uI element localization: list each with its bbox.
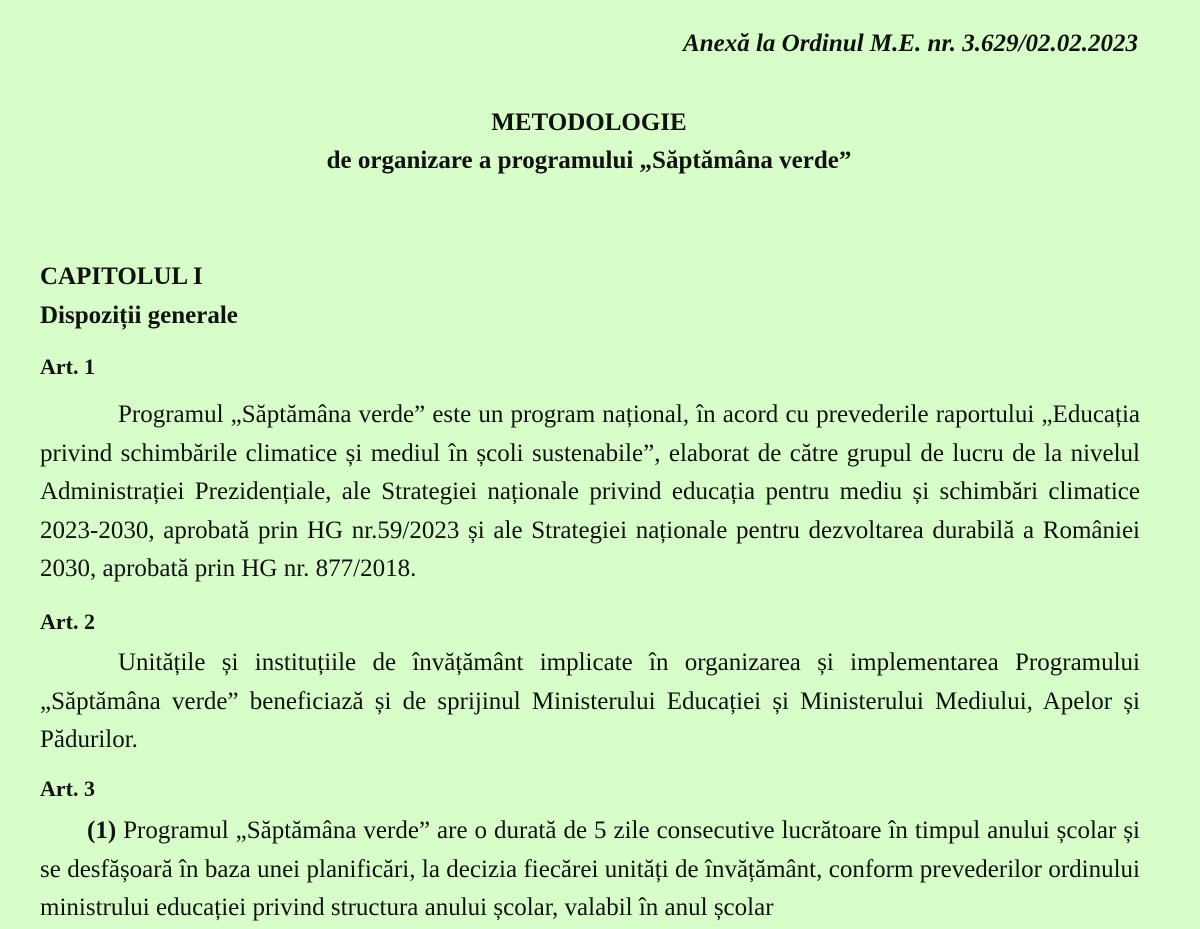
article-2-text: Unitățile și instituțiile de învățământ implicate în organizarea și implementarea Programului „Săptămâna verde” beneficiază și de sprijinul Ministerului Educației și Ministerului Mediului, Apelor și Pădurilor.: [40, 649, 1140, 753]
article-3-label: Art. 3: [40, 776, 95, 801]
article-3-paragraph: [40, 812, 1140, 928]
chapter-number: CAPITOLUL I: [40, 263, 203, 290]
annex-reference: Anexă la Ordinul M.E. nr. 3.629/02.02.2023: [683, 30, 1138, 57]
article-3-text: Programul „Săptămâna verde” are o durată de 5 zile consecutive lucrătoare în timpul anului școlar și se desfășoară în baza unei planificări, la decizia fiecărei unități de învățământ, conform prevederilor ordinului ministrului educației privind structura anului școlar, valabil în anul școlar: [40, 817, 1141, 921]
chapter-name: Dispoziții generale: [40, 302, 238, 329]
article-1-label: Art. 1: [40, 354, 95, 379]
document-title: METODOLOGIE: [491, 109, 687, 136]
paragraph-number: (1): [87, 817, 117, 844]
article-1-text: Programul „Săptămâna verde” este un program național, în acord cu prevederile raportului „Educația privind schimbările climatice și mediul în școli sustenabile”, elaborat de către grupul de lucru de la nivelul Administrației Prezidențiale, ale Strategiei naționale privind educația pentru mediu și schimbări climatice 2023-2030, aprobată prin HG nr.59/2023 și ale Strategiei naționale pentru dezvoltarea durabilă a României 2030, aprobată prin HG nr. 877/2018.: [40, 401, 1140, 582]
document-subtitle: de organizare a programului „Săptămâna verde”: [326, 147, 852, 174]
article-2-label: Art. 2: [40, 609, 95, 634]
